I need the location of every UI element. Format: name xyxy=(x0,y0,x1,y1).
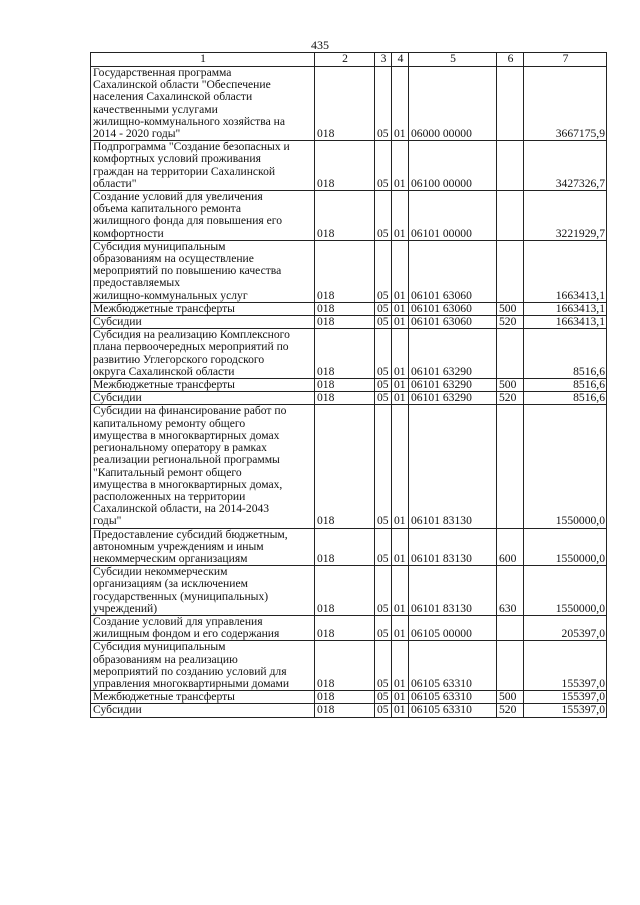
row-amount: 8516,6 xyxy=(524,379,607,392)
row-section: 05 xyxy=(375,316,392,329)
row-target-article: 06101 83130 xyxy=(409,566,497,616)
row-section: 05 xyxy=(375,405,392,528)
row-ministry-code: 018 xyxy=(315,691,375,704)
row-ministry-code: 018 xyxy=(315,379,375,392)
row-amount: 8516,6 xyxy=(524,392,607,405)
row-name-text: Субсидии xyxy=(93,391,142,405)
row-subsection: 01 xyxy=(392,704,409,717)
row-section: 05 xyxy=(375,240,392,302)
row-expense-type xyxy=(497,405,524,528)
column-header: 5 xyxy=(409,53,497,67)
row-section: 05 xyxy=(375,392,392,405)
row-name-text: Межбюджетные трансферты xyxy=(93,690,235,704)
row-expense-type: 630 xyxy=(497,566,524,616)
table-row xyxy=(91,141,607,191)
row-amount: 8516,6 xyxy=(524,329,607,379)
column-header: 6 xyxy=(497,53,524,67)
row-section: 05 xyxy=(375,691,392,704)
table-header-row xyxy=(91,53,607,67)
table-row xyxy=(91,379,607,392)
table-row xyxy=(91,615,607,640)
row-expense-type: 500 xyxy=(497,691,524,704)
row-name-text: Субсидии xyxy=(93,315,142,329)
row-target-article: 06101 63290 xyxy=(409,392,497,405)
row-subsection: 01 xyxy=(392,191,409,241)
row-subsection: 01 xyxy=(392,329,409,379)
row-target-article: 06000 00000 xyxy=(409,67,497,141)
row-name xyxy=(91,392,315,405)
row-expense-type: 500 xyxy=(497,379,524,392)
row-target-article: 06105 00000 xyxy=(409,615,497,640)
row-ministry-code: 018 xyxy=(315,704,375,717)
column-header: 7 xyxy=(524,53,607,67)
row-subsection: 01 xyxy=(392,316,409,329)
row-name xyxy=(91,316,315,329)
row-name-text: Субсидия на реализацию Комплексного плана первоочередных мероприятий по развитию Углегорского городского округа Сахалинской области xyxy=(93,328,290,378)
row-amount: 1663413,1 xyxy=(524,302,607,315)
row-target-article: 06105 63310 xyxy=(409,704,497,717)
row-amount: 155397,0 xyxy=(524,691,607,704)
row-target-article: 06101 63290 xyxy=(409,329,497,379)
row-ministry-code: 018 xyxy=(315,566,375,616)
row-name xyxy=(91,704,315,717)
table-row xyxy=(91,566,607,616)
table-row xyxy=(91,691,607,704)
row-name-text: Предоставление субсидий бюджетным, автономным учреждениям и иным некоммерческим организациям xyxy=(93,528,288,565)
row-name xyxy=(91,240,315,302)
row-name-text: Субсидии xyxy=(93,703,142,717)
row-section: 05 xyxy=(375,302,392,315)
row-ministry-code: 018 xyxy=(315,615,375,640)
row-name xyxy=(91,405,315,528)
row-name-text: Государственная программа Сахалинской области "Обеспечение населения Сахалинской области качественными услугами жилищно-коммунального хозяйства на 2014 - 2020 годы" xyxy=(93,66,285,141)
table-row xyxy=(91,641,607,691)
row-name xyxy=(91,329,315,379)
row-target-article: 06105 63310 xyxy=(409,641,497,691)
row-name xyxy=(91,67,315,141)
row-name-text: Создание условий для увеличения объема капитального ремонта жилищного фонда для повышения его комфортности xyxy=(93,190,283,240)
row-expense-type xyxy=(497,329,524,379)
table-row xyxy=(91,704,607,717)
row-section: 05 xyxy=(375,566,392,616)
row-ministry-code: 018 xyxy=(315,329,375,379)
row-name-text: Субсидии на финансирование работ по капитальному ремонту общего имущества в многоквартирных домах региональному оператору в рамках реализации региональной программы "Капитальный ремонт общего имущества в многоквартирных домах, расположенных на территории Сахалинской области, на 2014-2043 годы" xyxy=(93,404,287,528)
row-amount: 155397,0 xyxy=(524,704,607,717)
row-subsection: 01 xyxy=(392,405,409,528)
row-name-text: Создание условий для управления жилищным фондом и его содержания xyxy=(93,615,280,641)
row-expense-type: 500 xyxy=(497,302,524,315)
row-ministry-code: 018 xyxy=(315,191,375,241)
row-subsection: 01 xyxy=(392,141,409,191)
row-name xyxy=(91,302,315,315)
column-header: 2 xyxy=(315,53,375,67)
row-section: 05 xyxy=(375,191,392,241)
row-ministry-code: 018 xyxy=(315,302,375,315)
row-name xyxy=(91,566,315,616)
table-row xyxy=(91,392,607,405)
row-ministry-code: 018 xyxy=(315,67,375,141)
row-expense-type xyxy=(497,67,524,141)
row-amount: 1550000,0 xyxy=(524,528,607,566)
table-row xyxy=(91,67,607,141)
row-amount: 155397,0 xyxy=(524,641,607,691)
table-row xyxy=(91,240,607,302)
row-target-article: 06101 63060 xyxy=(409,302,497,315)
row-section: 05 xyxy=(375,704,392,717)
row-amount: 3427326,7 xyxy=(524,141,607,191)
row-amount: 3221929,7 xyxy=(524,191,607,241)
row-target-article: 06101 83130 xyxy=(409,405,497,528)
row-target-article: 06100 00000 xyxy=(409,141,497,191)
row-target-article: 06101 63290 xyxy=(409,379,497,392)
row-expense-type xyxy=(497,240,524,302)
page-number: 435 xyxy=(311,38,329,52)
row-section: 05 xyxy=(375,615,392,640)
row-name xyxy=(91,379,315,392)
budget-table xyxy=(90,52,607,718)
row-ministry-code: 018 xyxy=(315,641,375,691)
row-amount: 1550000,0 xyxy=(524,566,607,616)
row-ministry-code: 018 xyxy=(315,528,375,566)
row-name-text: Субсидия муниципальным образованиям на реализацию мероприятий по созданию условий для управления многоквартирными домами xyxy=(93,640,290,690)
row-target-article: 06101 63060 xyxy=(409,316,497,329)
row-amount: 1550000,0 xyxy=(524,405,607,528)
row-section: 05 xyxy=(375,141,392,191)
row-name-text: Межбюджетные трансферты xyxy=(93,302,235,315)
column-header: 3 xyxy=(375,53,392,67)
row-amount: 3667175,9 xyxy=(524,67,607,141)
row-expense-type: 520 xyxy=(497,316,524,329)
column-header: 1 xyxy=(91,53,315,67)
row-target-article: 06105 63310 xyxy=(409,691,497,704)
row-name-text: Подпрограмма "Создание безопасных и комфортных условий проживания граждан на территории Сахалинской области" xyxy=(93,140,290,190)
row-name xyxy=(91,191,315,241)
row-name xyxy=(91,691,315,704)
row-expense-type: 520 xyxy=(497,704,524,717)
row-ministry-code: 018 xyxy=(315,405,375,528)
table-row xyxy=(91,191,607,241)
row-subsection: 01 xyxy=(392,691,409,704)
table-row xyxy=(91,528,607,566)
row-section: 05 xyxy=(375,528,392,566)
row-name-text: Субсидии некоммерческим организациям (за исключением государственных (муниципальных) учреждений) xyxy=(93,565,269,615)
row-subsection: 01 xyxy=(392,615,409,640)
table-row xyxy=(91,329,607,379)
row-target-article: 06101 83130 xyxy=(409,528,497,566)
row-expense-type xyxy=(497,615,524,640)
row-subsection: 01 xyxy=(392,392,409,405)
row-ministry-code: 018 xyxy=(315,240,375,302)
row-target-article: 06101 63060 xyxy=(409,240,497,302)
row-section: 05 xyxy=(375,329,392,379)
row-ministry-code: 018 xyxy=(315,141,375,191)
row-subsection: 01 xyxy=(392,302,409,315)
row-name-text: Субсидия муниципальным образованиям на осуществление мероприятий по повышению качества предоставляемых жилищно-коммунальных услуг xyxy=(93,240,282,302)
table-row xyxy=(91,316,607,329)
row-amount: 205397,0 xyxy=(524,615,607,640)
table-row xyxy=(91,405,607,528)
row-amount: 1663413,1 xyxy=(524,240,607,302)
row-name xyxy=(91,615,315,640)
row-expense-type: 600 xyxy=(497,528,524,566)
row-subsection: 01 xyxy=(392,240,409,302)
row-subsection: 01 xyxy=(392,67,409,141)
row-name xyxy=(91,141,315,191)
row-section: 05 xyxy=(375,641,392,691)
row-ministry-code: 018 xyxy=(315,392,375,405)
row-expense-type: 520 xyxy=(497,392,524,405)
row-target-article: 06101 00000 xyxy=(409,191,497,241)
row-expense-type xyxy=(497,641,524,691)
column-header: 4 xyxy=(392,53,409,67)
row-name-text: Межбюджетные трансферты xyxy=(93,378,235,392)
row-expense-type xyxy=(497,191,524,241)
row-subsection: 01 xyxy=(392,641,409,691)
row-name xyxy=(91,641,315,691)
row-amount: 1663413,1 xyxy=(524,316,607,329)
row-subsection: 01 xyxy=(392,566,409,616)
row-section: 05 xyxy=(375,67,392,141)
table-row xyxy=(91,302,607,315)
row-subsection: 01 xyxy=(392,379,409,392)
row-name xyxy=(91,528,315,566)
row-ministry-code: 018 xyxy=(315,316,375,329)
row-subsection: 01 xyxy=(392,528,409,566)
row-expense-type xyxy=(497,141,524,191)
row-section: 05 xyxy=(375,379,392,392)
